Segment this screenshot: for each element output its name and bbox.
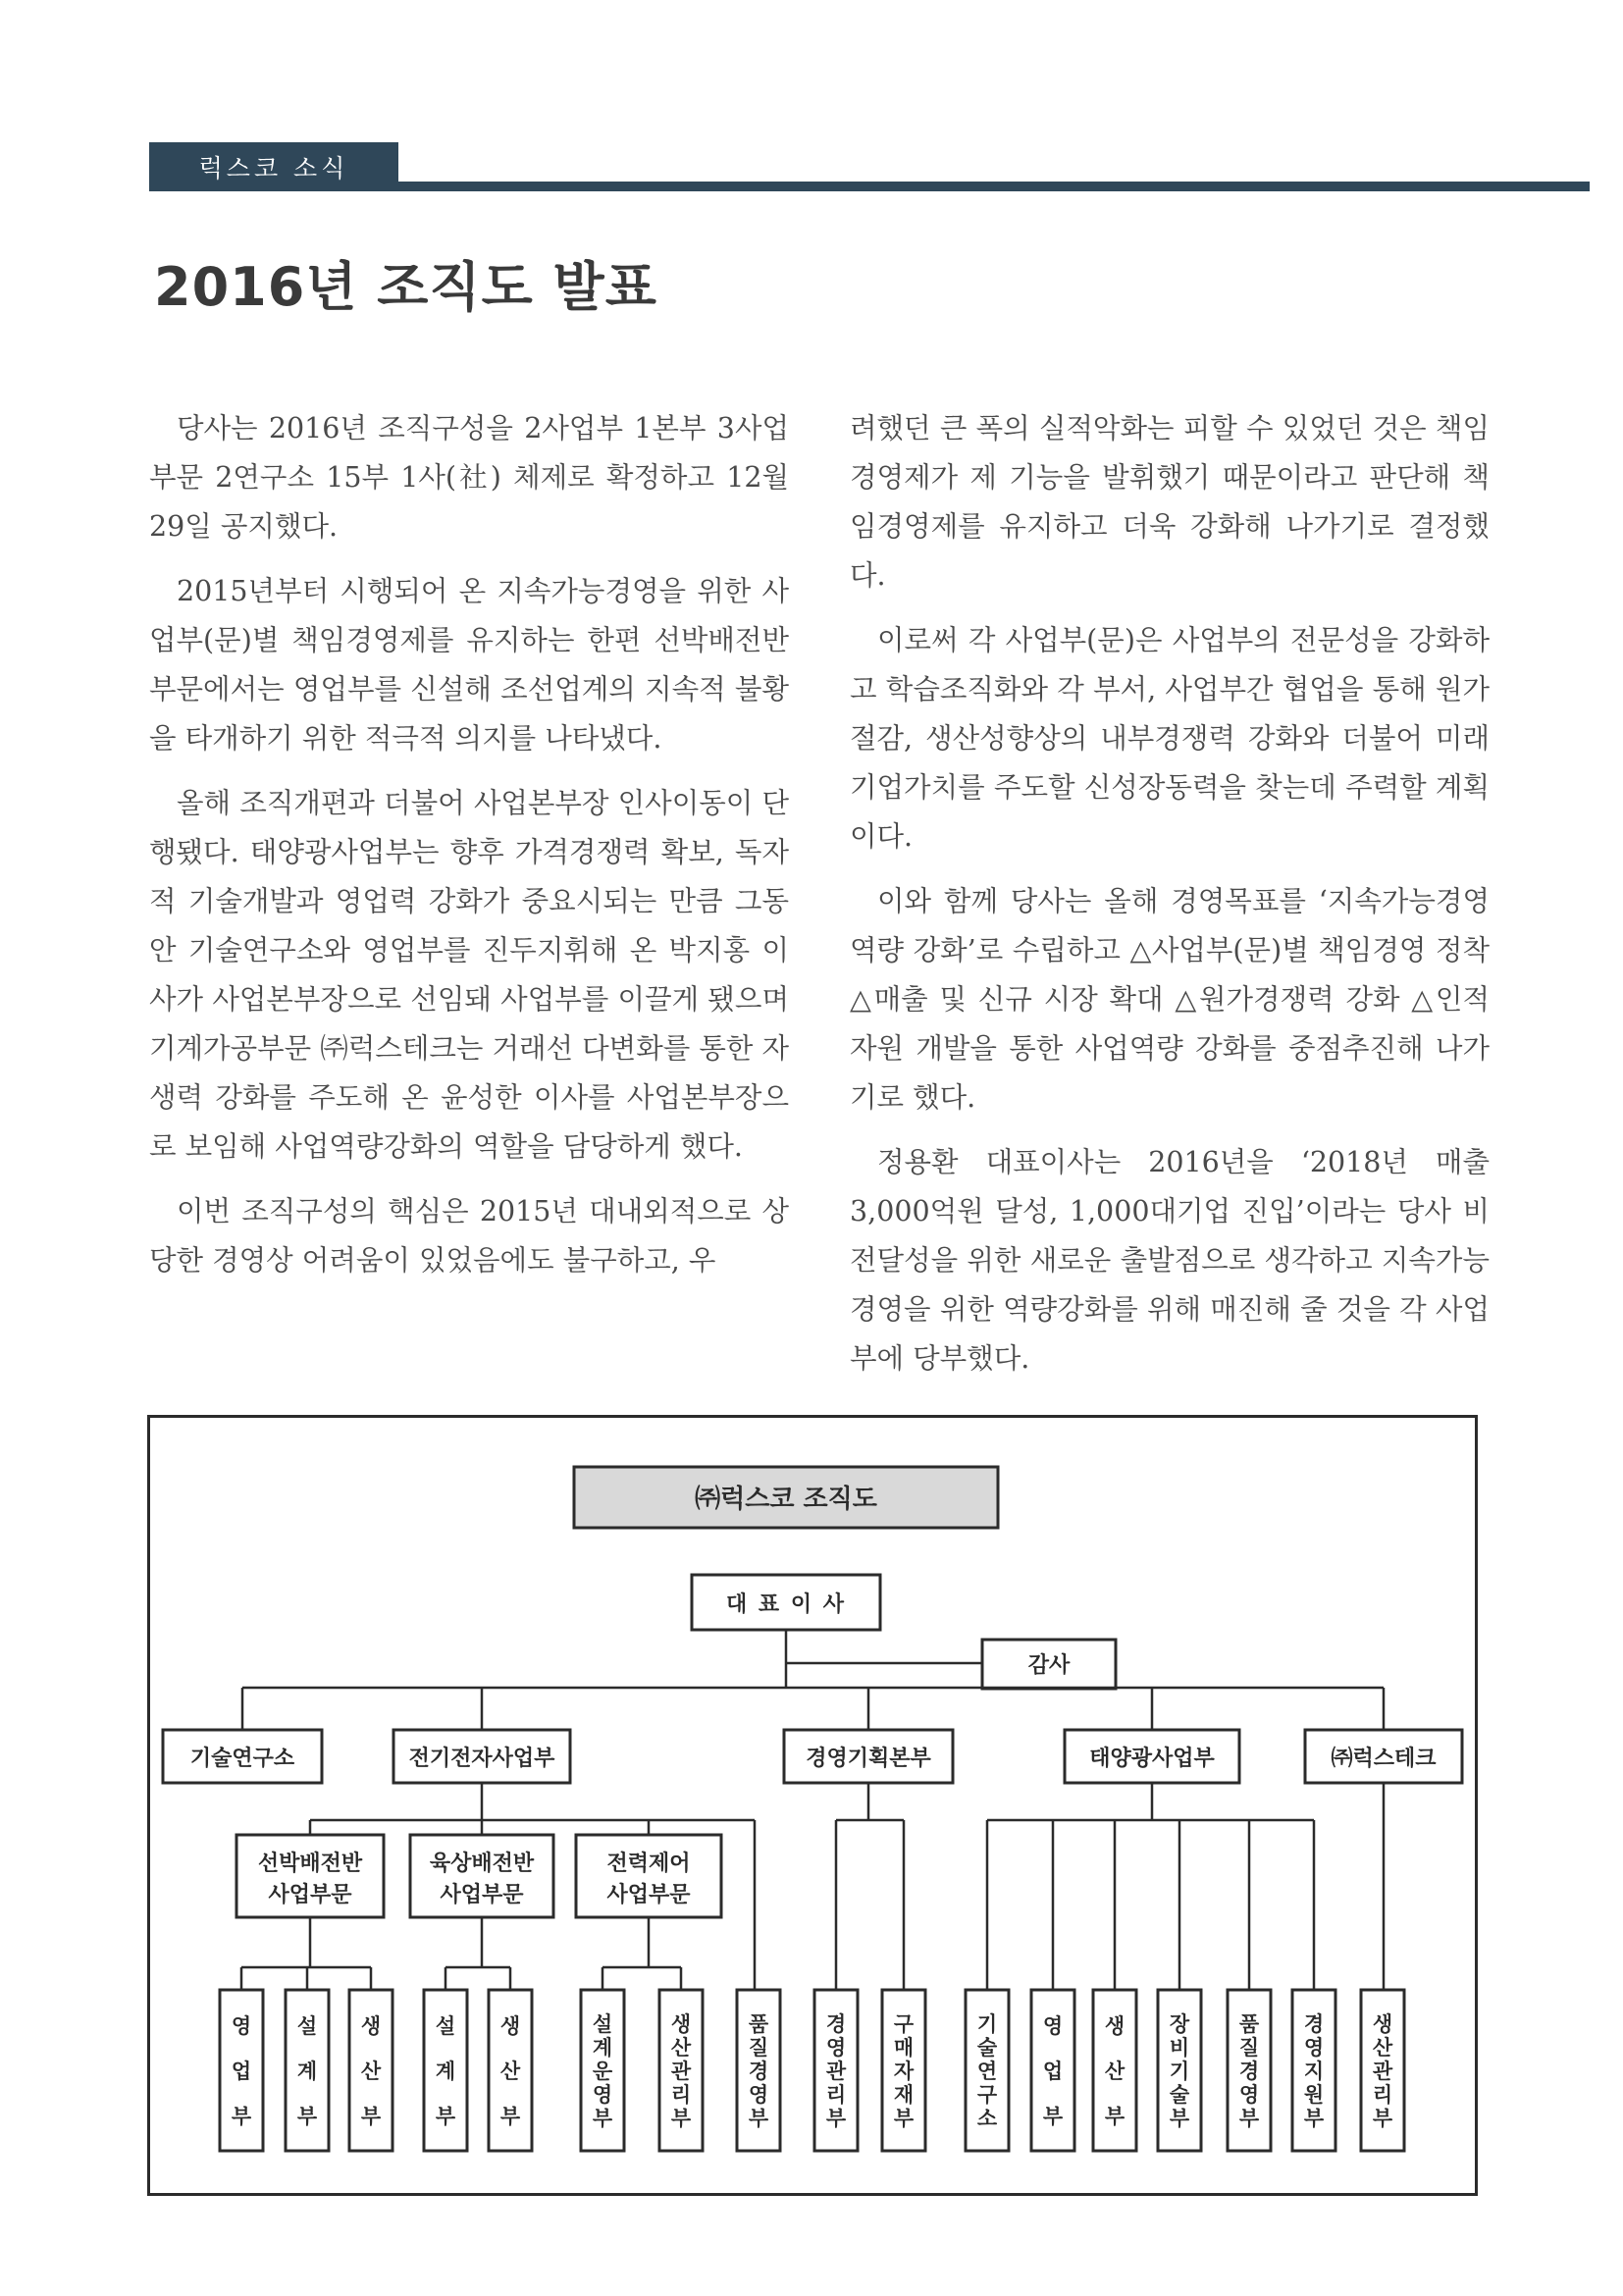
department-label: 영 업 부 (231, 2014, 252, 2128)
paragraph: 정용환 대표이사는 2016년을 ‘2018년 매출 3,000억원 달성, 1,000대기업 진입’이라는 당사 비전달성을 위한 새로운 출발점으로 생각하고 지속가능경영을 위한 역량강화를 위해 매진해 줄 것을 각 사업부에 당부했다. (850, 1146, 1490, 1375)
article-column-right (850, 404, 1490, 1399)
sub-division-label: 사업부문 (440, 1883, 524, 1907)
section-header (149, 142, 1590, 187)
article-title: 2016년 조직도 발표 (154, 256, 657, 318)
department-label: 생 산 관 리 부 (1372, 2012, 1393, 2130)
department-label: 생 산 관 리 부 (670, 2012, 692, 2130)
sub-division-label: 선박배전반 (257, 1852, 363, 1876)
paragraph: 이와 함께 당사는 올해 경영목표를 ‘지속가능경영 역량 강화’로 수립하고 △사업부(문)별 책임경영 정착 △매출 및 신규 시장 확대 △원가경쟁력 강화 △인적자원 개발을 통한 사업역량 강화를 중점추진해 나가기로 했다. (850, 885, 1490, 1114)
department-label: 품 질 경 영 부 (748, 2012, 769, 2130)
division-label: 전기전자사업부 (408, 1747, 555, 1771)
department-label: 생 산 부 (499, 2014, 521, 2128)
department-label: 생 산 부 (360, 2014, 382, 2128)
sub-division-label: 육상배전반 (429, 1852, 535, 1876)
department-label: 구 매 자 재 부 (893, 2012, 915, 2130)
auditor-label: 감사 (1027, 1653, 1071, 1678)
org-chart (150, 1418, 1475, 2193)
org-chart-frame (147, 1415, 1478, 2196)
paragraph: 이로써 각 사업부(문)은 사업부의 전문성을 강화하고 학습조직화와 각 부서, 사업부간 협업을 통해 원가절감, 생산성향상의 내부경쟁력 강화와 더불어 미래기업가치를 주도할 신성장동력을 찾는데 주력할 계획이다. (850, 624, 1490, 853)
department-label: 설 계 부 (435, 2014, 456, 2128)
sub-division-label: 사업부문 (606, 1883, 691, 1907)
paragraph: 이번 조직구성의 핵심은 2015년 대내외적으로 상당한 경영상 어려움이 있었음에도 불구하고, 우 (149, 1195, 789, 1277)
department-label: 기 술 연 구 소 (976, 2012, 998, 2130)
paragraph: 려했던 큰 폭의 실적악화는 피할 수 있었던 것은 책임경영제가 제 기능을 발휘했기 때문이라고 판단해 책임경영제를 유지하고 더욱 강화해 나가기로 결정했다. (850, 412, 1490, 592)
paragraph: 올해 조직개편과 더불어 사업본부장 인사이동이 단행됐다. 태양광사업부는 향후 가격경쟁력 확보, 독자적 기술개발과 영업력 강화가 중요시되는 만큼 그동안 기술연구소와 영업부를 진두지휘해 온 박지홍 이사가 사업본부장으로 선임돼 사업부를 이끌게 됐으며 기계가공부문 ㈜럭스테크는 거래선 다변화를 통한 자생력 강화를 주도해 온 윤성한 이사를 사업본부장으로 보임해 사업역량강화의 역할을 담당하게 했다. (149, 787, 789, 1163)
division-label: ㈜럭스테크 (1331, 1747, 1437, 1771)
department-label: 장 비 기 술 부 (1169, 2012, 1190, 2130)
org-chart-title: ㈜럭스코 조직도 (695, 1485, 877, 1514)
department-label: 설 계 운 영 부 (592, 2012, 613, 2130)
paragraph: 당사는 2016년 조직구성을 2사업부 1본부 3사업부문 2연구소 15부 1사(社) 체제로 확정하고 12월 29일 공지했다. (149, 412, 789, 543)
paragraph: 2015년부터 시행되어 온 지속가능경영을 위한 사업부(문)별 책임경영제를 유지하는 한편 선박배전반부문에서는 영업부를 신설해 조선업계의 지속적 불황을 타개하기 위한 적극적 의지를 나타냈다. (149, 575, 789, 755)
sub-division-label: 전력제어 (606, 1852, 691, 1876)
ceo-label: 대 표 이 사 (726, 1592, 846, 1617)
article-column-left (149, 404, 789, 1301)
sub-division-label: 사업부문 (268, 1883, 352, 1907)
division-label: 기술연구소 (189, 1747, 295, 1771)
department-label: 경 영 지 원 부 (1303, 2012, 1325, 2130)
department-label: 생 산 부 (1104, 2014, 1126, 2128)
department-label: 설 계 부 (296, 2014, 318, 2128)
division-label: 태양광사업부 (1089, 1747, 1215, 1771)
department-label: 품 질 경 영 부 (1238, 2012, 1260, 2130)
division-label: 경영기획본부 (806, 1747, 931, 1771)
department-label: 경 영 관 리 부 (825, 2012, 847, 2130)
department-label: 영 업 부 (1042, 2014, 1064, 2128)
section-header-rule (393, 182, 1590, 191)
section-label: 럭스코 소식 (149, 142, 398, 191)
